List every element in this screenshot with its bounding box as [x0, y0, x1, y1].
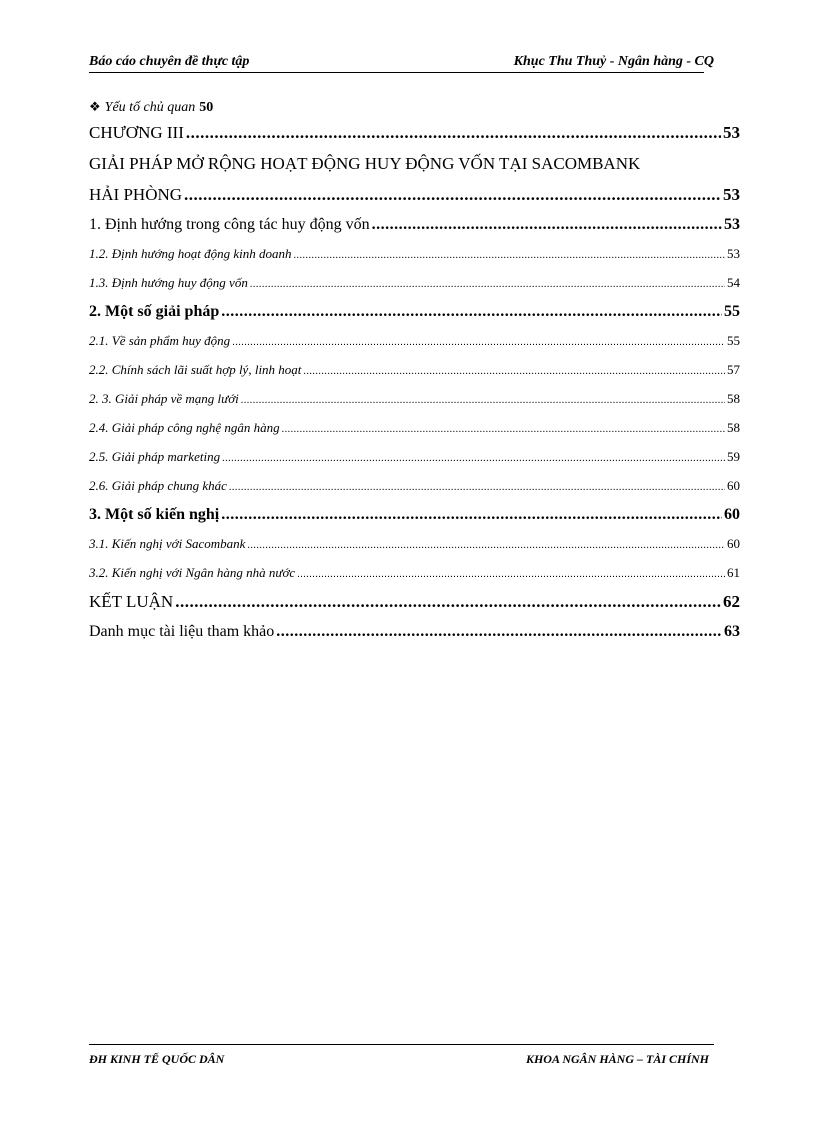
toc-entry-page: 53: [724, 216, 740, 233]
toc-entry-page: 62: [723, 592, 740, 611]
toc-entry-page: 58: [727, 391, 740, 406]
header-left: Báo cáo chuyên đề thực tập: [89, 54, 250, 69]
toc-entry-1-2[interactable]: [89, 239, 740, 268]
toc-entry-2-2[interactable]: [89, 355, 740, 384]
header-divider: [89, 72, 704, 73]
dot-leader: [229, 473, 725, 502]
toc-entry-text: KẾT LUẬN: [89, 592, 174, 611]
toc-chapter-title-label: HẢI PHÒNG: [89, 185, 183, 204]
dot-leader: [241, 386, 725, 415]
footer-left: ĐH KINH TẾ QUỐC DÂN: [89, 1052, 225, 1066]
toc-entry-text: 3.2. Kiến nghị với Ngân hàng nhà nước: [89, 565, 296, 580]
toc-entry-page: 50: [199, 100, 214, 115]
toc-entry-text: 2. Một số giải pháp: [89, 303, 220, 320]
dot-leader: [250, 270, 725, 299]
toc-entry-2-6[interactable]: [89, 471, 740, 500]
toc-entry-text: Danh mục tài liệu tham khảo: [89, 623, 275, 640]
dot-leader: [184, 180, 721, 210]
toc-entry-references[interactable]: [89, 617, 740, 646]
dot-leader: [372, 210, 722, 239]
toc-entry-3[interactable]: [89, 500, 740, 529]
header-right: Khục Thu Thuỷ - Ngân hàng - CQ: [513, 54, 714, 69]
footer-divider: [89, 1044, 714, 1045]
toc-entry-text: 3. Một số kiến nghị: [89, 506, 220, 523]
toc-entry-page: 60: [724, 506, 740, 523]
toc-entry-ket-luan[interactable]: [89, 587, 740, 617]
toc-entry-text: 2.2. Chính sách lãi suất hợp lý, linh hoạt: [89, 362, 302, 377]
toc-chapter-title-line2[interactable]: [89, 180, 740, 210]
toc-entry-yeu-to-chu-quan[interactable]: [89, 96, 740, 118]
toc-entry-2-4[interactable]: [89, 413, 740, 442]
toc-entry-page: 54: [727, 275, 740, 290]
toc-entry-text: 3.1. Kiến nghị với Sacombank: [89, 536, 246, 551]
toc-entry-page: 55: [724, 303, 740, 320]
dot-leader: [247, 531, 725, 560]
dot-leader: [297, 560, 725, 589]
toc-entry-page: 58: [727, 420, 740, 435]
dot-leader: [175, 587, 721, 617]
toc-chapter-page: 53: [723, 123, 740, 142]
dot-leader: [294, 241, 725, 270]
toc-entry-page: 60: [727, 478, 740, 493]
toc-entry-page: 53: [727, 246, 740, 261]
diamond-bullet-icon: ❖: [89, 99, 101, 114]
toc-entry-text: 1. Định hướng trong công tác huy động vốn: [89, 216, 370, 233]
toc-entry-3-2[interactable]: [89, 558, 740, 587]
dot-leader: [221, 500, 722, 529]
dot-leader: [232, 328, 725, 357]
dot-leader: [303, 357, 725, 386]
page-footer: [89, 1052, 709, 1070]
table-of-contents: [89, 96, 740, 646]
toc-entry-text: Yếu tố chủ quan: [104, 100, 196, 115]
toc-entry-text: 1.3. Định hướng huy động vốn: [89, 275, 248, 290]
toc-chapter-title-line1: GIẢI PHÁP MỞ RỘNG HOẠT ĐỘNG HUY ĐỘNG VỐN TẠI SACOMBANK: [89, 154, 641, 173]
toc-entry-page: 59: [727, 449, 740, 464]
toc-entry-text: 2.4. Giải pháp công nghệ ngân hàng: [89, 420, 280, 435]
toc-entry-2-3[interactable]: [89, 384, 740, 413]
toc-chapter-label: CHƯƠNG III: [89, 123, 184, 142]
toc-entry-1[interactable]: [89, 210, 740, 239]
toc-entry-page: 60: [727, 536, 740, 551]
toc-entry-2-5[interactable]: [89, 442, 740, 471]
page-header: [89, 50, 714, 70]
toc-entry-text: 2.5. Giải pháp marketing: [89, 449, 221, 464]
toc-chapter-3[interactable]: [89, 118, 740, 148]
dot-leader: [186, 118, 721, 148]
toc-chapter-title-page: 53: [723, 185, 740, 204]
toc-entry-2[interactable]: [89, 297, 740, 326]
toc-entry-page: 55: [727, 333, 740, 348]
toc-entry-page: 63: [724, 623, 740, 640]
dot-leader: [222, 444, 725, 473]
toc-entry-2-1[interactable]: [89, 326, 740, 355]
toc-entry-page: 57: [727, 362, 740, 377]
toc-entry-1-3[interactable]: [89, 268, 740, 297]
footer-right: KHOA NGÂN HÀNG – TÀI CHÍNH: [525, 1052, 709, 1066]
dot-leader: [282, 415, 725, 444]
toc-entry-text: 1.2. Định hướng hoạt động kinh doanh: [89, 246, 292, 261]
toc-entry-3-1[interactable]: [89, 529, 740, 558]
dot-leader: [221, 297, 722, 326]
toc-entry-text: 2.6. Giải pháp chung khác: [89, 478, 227, 493]
toc-entry-text: 2.1. Về sản phẩm huy động: [89, 333, 231, 348]
toc-entry-page: 61: [727, 565, 740, 580]
dot-leader: [276, 617, 722, 646]
toc-entry-text: 2. 3. Giải pháp về mạng lưới: [89, 391, 239, 406]
